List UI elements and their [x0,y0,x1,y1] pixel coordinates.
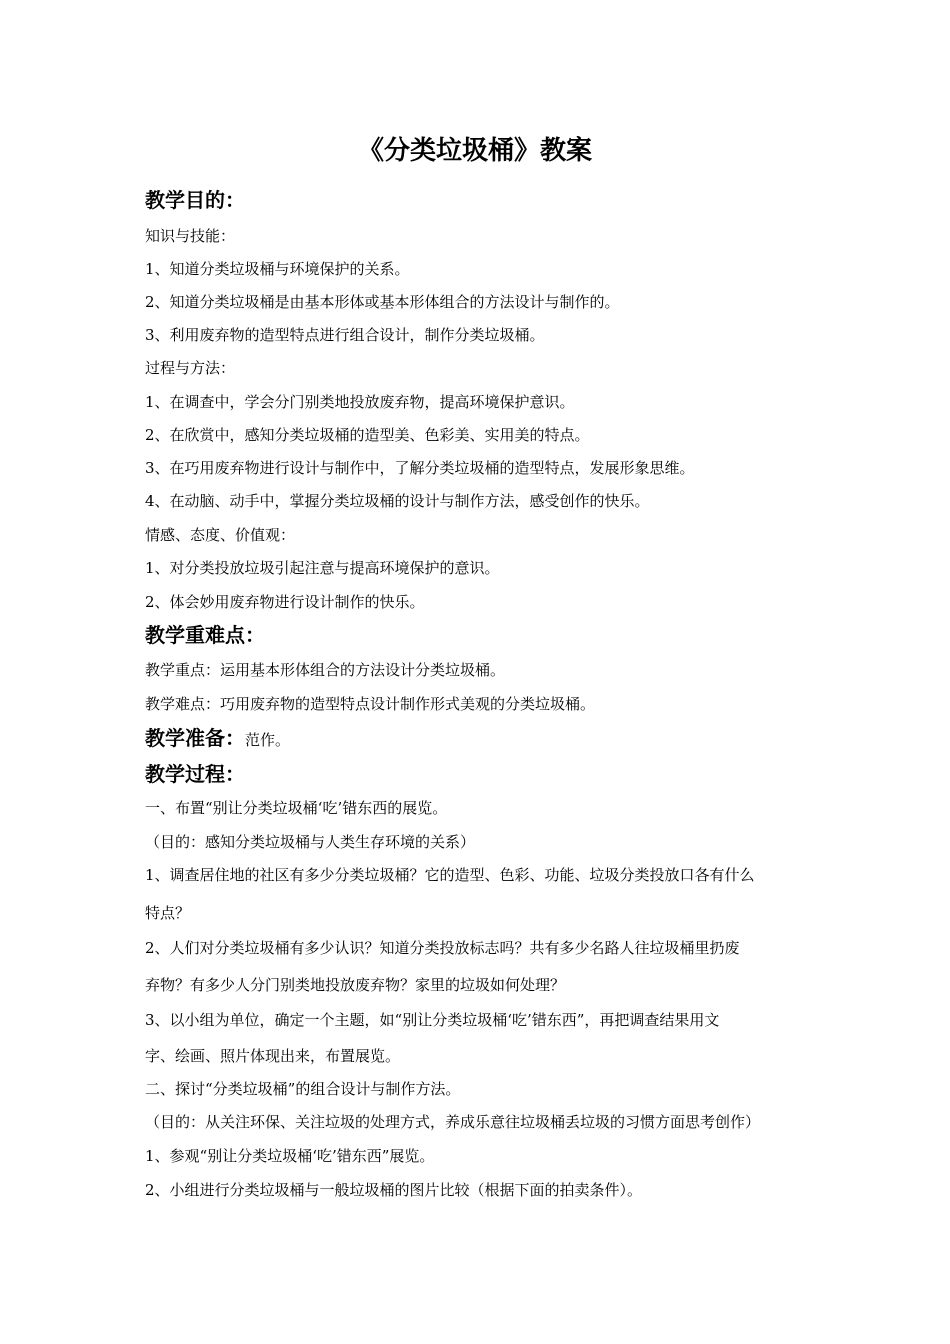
process-line: （目的：感知分类垃圾桶与人类生存环境的关系） [145,833,476,851]
process-line: 特点？ [145,904,191,922]
document-title: 《分类垃圾桶》教案 [357,136,592,166]
process-line: 一、布置“别让分类垃圾桶‘吃’错东西的展览。 [145,799,448,817]
preparation-text: 范作。 [245,731,291,749]
process-line: 3、以小组为单位，确定一个主题，如“别让分类垃圾桶‘吃’错东西”，再把调查结果用文 [145,1011,720,1029]
knowledge-item: 2、知道分类垃圾桶是由基本形体或基本形体组合的方法设计与制作的。 [145,293,620,311]
knowledge-item: 1、知道分类垃圾桶与环境保护的关系。 [145,260,410,278]
key-points-heading: 教学重难点： [145,623,265,647]
process-method-item: 3、在巧用废弃物进行设计与制作中，了解分类垃圾桶的造型特点，发展形象思维。 [145,459,695,477]
process-line: 字、绘画、照片体现出来，布置展览。 [145,1047,401,1065]
emotion-item: 1、对分类投放垃圾引起注意与提高环境保护的意识。 [145,559,500,577]
process-line: 2、人们对分类垃圾桶有多少认识？知道分类投放标志吗？共有多少名路人往垃圾桶里扔废 [145,939,740,957]
process-method-item: 4、在动脑、动手中，掌握分类垃圾桶的设计与制作方法，感受创作的快乐。 [145,492,650,510]
process-line: 1、调查居住地的社区有多少分类垃圾桶？它的造型、色彩、功能、垃圾分类投放口各有什么 [145,866,755,884]
key-difficulty: 教学难点：巧用废弃物的造型特点设计制作形式美观的分类垃圾桶。 [145,695,596,713]
process-line: 1、参观“别让分类垃圾桶‘吃’错东西”展览。 [145,1147,435,1165]
process-line: 2、小组进行分类垃圾桶与一般垃圾桶的图片比较（根据下面的拍卖条件）。 [145,1181,643,1199]
process-method-item: 1、在调查中，学会分门别类地投放废弃物，提高环境保护意识。 [145,393,575,411]
process-method-label: 过程与方法： [145,359,236,377]
objectives-heading: 教学目的： [145,188,245,212]
process-line: 二、探讨“分类垃圾桶”的组合设计与制作方法。 [145,1080,461,1098]
emotion-label: 情感、态度、价值观： [145,526,296,544]
key-focus: 教学重点：运用基本形体组合的方法设计分类垃圾桶。 [145,661,506,679]
preparation-heading: 教学准备： [145,726,245,750]
knowledge-item: 3、利用废弃物的造型特点进行组合设计，制作分类垃圾桶。 [145,326,545,344]
process-line: 弃物？有多少人分门别类地投放废弃物？家里的垃圾如何处理？ [145,976,566,994]
preparation-line [145,725,290,753]
emotion-item: 2、体会妙用废弃物进行设计制作的快乐。 [145,593,425,611]
process-method-item: 2、在欣赏中，感知分类垃圾桶的造型美、色彩美、实用美的特点。 [145,426,590,444]
knowledge-label: 知识与技能： [145,227,236,245]
process-line: （目的：从关注环保、关注垃圾的处理方式，养成乐意往垃圾桶丢垃圾的习惯方面思考创作） [145,1113,761,1131]
teaching-process-heading: 教学过程： [145,762,245,786]
